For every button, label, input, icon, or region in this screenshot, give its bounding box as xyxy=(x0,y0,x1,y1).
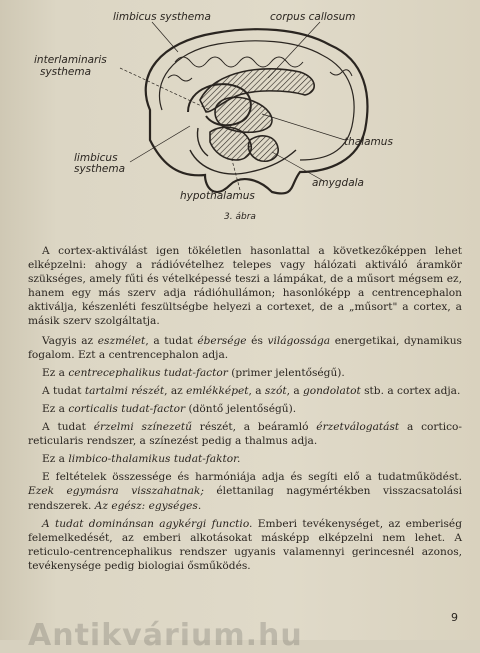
label-interlaminaris: interlaminaris xyxy=(34,54,107,66)
figure-caption: 3. ábra xyxy=(224,212,256,222)
paragraph-6: A tudat érzelmi színezetű részét, a beáramló érzetválogatást a cortico-reticularis rendszer, a színezést pedig a thalmus adja. xyxy=(28,421,463,448)
paragraph-1: A cortex-aktiválást igen tökéletlen hasonlattal a következőképpen lehet elképzelni: ahogy a rádióvételhez telepes vagy hálózati aktiváló áramkör szükséges, amely fűti és vételképessé teszi a lámpákat, de a műsort mégsem ez, hanem egy más szerv adja rádióhullámon; hasonlóképp a centrencephalon aktiválja, készenléti feszültségbe helyezi a cortexet, de a „műsort" a cortex, a másik szerv szolgáltatja. xyxy=(28,245,462,328)
body-text xyxy=(28,244,462,577)
label-limbicus-systhema-top: limbicus systhema xyxy=(113,11,211,23)
label-interlaminaris-systhema: systhema xyxy=(40,66,92,78)
paragraph-3: Ez a centrecephalikus tudat-factor (primer jelentőségű). xyxy=(42,366,345,379)
paragraph-5: Ez a corticalis tudat-factor (döntő jelentőségű). xyxy=(42,402,297,415)
label-limbicus-bottom-systhema: systhema xyxy=(74,163,126,175)
paragraph-2: Vagyis az eszmélet, a tudat ébersége és világossága energetikai, dynamikus fogalom. Ezt a centrencephalon adja. xyxy=(28,334,462,361)
paragraph-4: A tudat tartalmi részét, az emlékképet, a szót, a gondolatot stb. a cortex adja. xyxy=(42,384,461,397)
label-hypothalamus: hypothalamus xyxy=(180,190,255,202)
page-number: 9 xyxy=(451,611,458,624)
amygdala-shape xyxy=(248,136,278,161)
paragraph-9: A tudat dominánsan agykérgi functio. Emberi tevékenységet, az emberiség felemelkedését, az emberi alkotásokat másképp elképzelni nem lehet. A reticulo-centrencephalikus rendszer ugyanis valamennyi gerincesnél azonos, tevékenysége pedig biologiai ősműködés. xyxy=(28,517,462,572)
brain-diagram xyxy=(0,0,480,240)
label-limbicus-bottom: limbicus xyxy=(74,152,118,164)
label-thalamus: thalamus xyxy=(344,136,393,148)
label-amygdala: amygdala xyxy=(312,177,364,189)
paragraph-8: E feltételek összessége és harmóniája adja és segíti elő a tudatműködést. Ezek egymásra visszahatnak; élettanilag nagymértékben visszacsatolási rendszerek. Az egész: egységes. xyxy=(28,471,462,512)
label-corpus-callosum: corpus callosum xyxy=(270,11,356,23)
brain-diagram-figure xyxy=(0,0,480,240)
watermark: Antikvárium.hu xyxy=(28,618,303,653)
paragraph-7: Ez a limbico-thalamikus tudat-faktor. xyxy=(42,453,241,466)
